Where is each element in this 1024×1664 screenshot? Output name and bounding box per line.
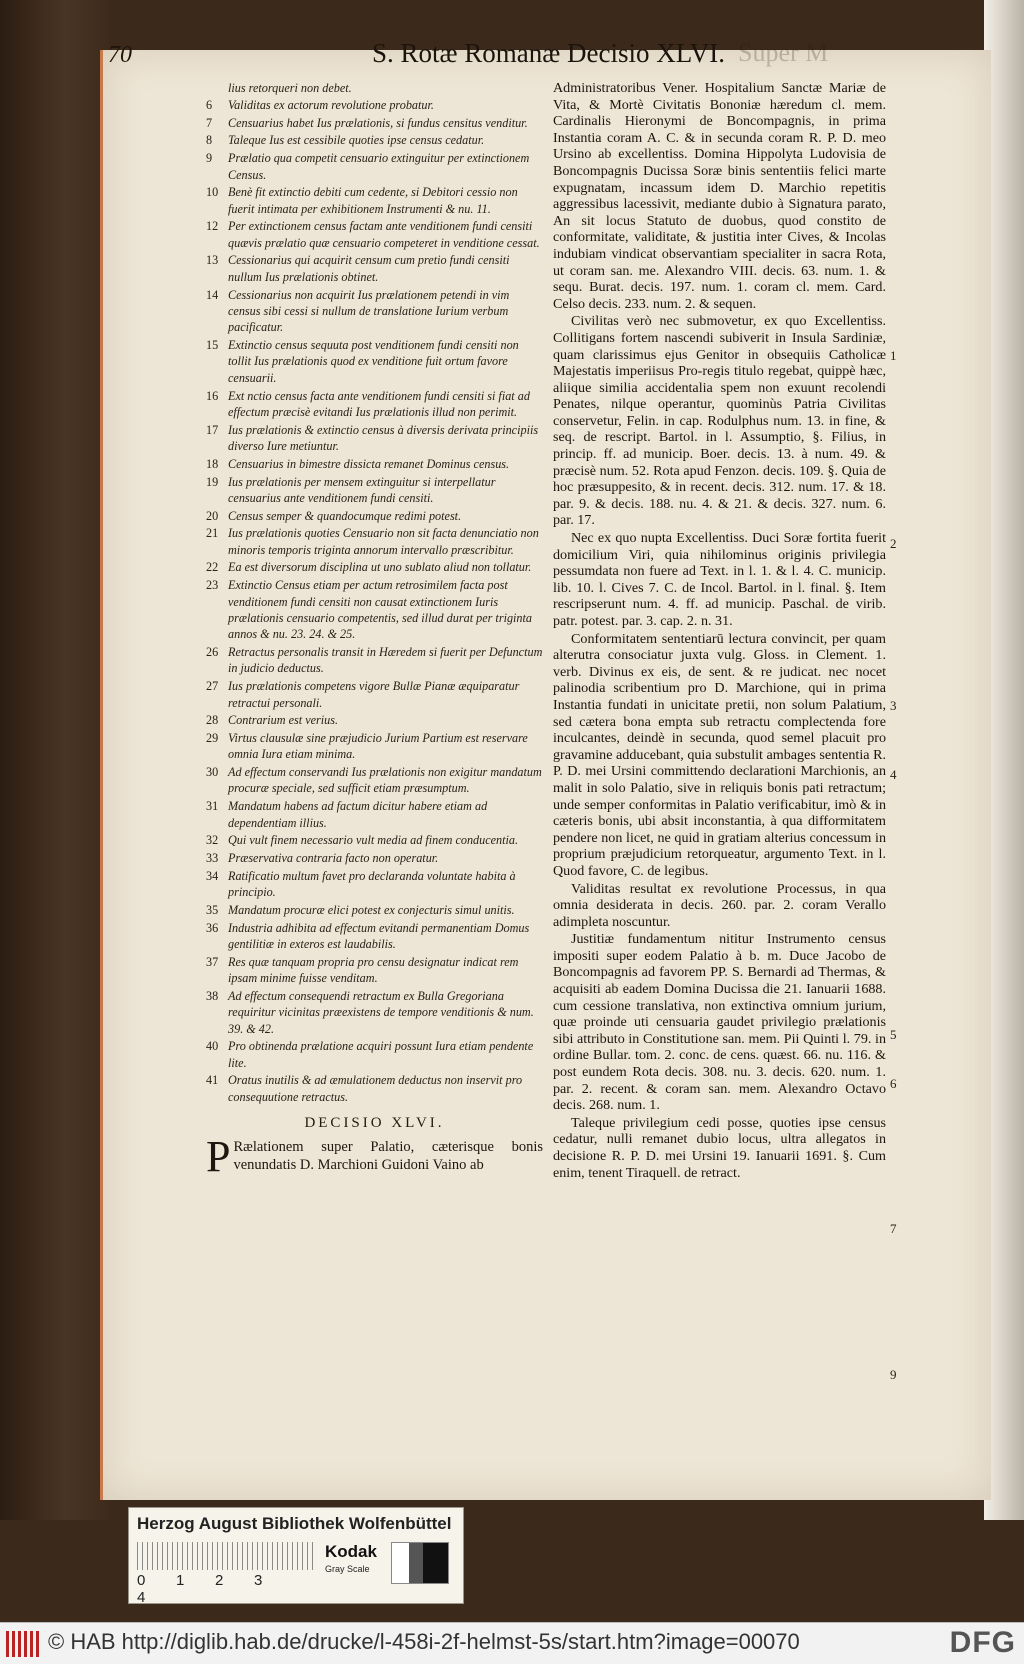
summary-item <box>206 988 543 1037</box>
library-label <box>128 1507 464 1604</box>
scale-number: 2 <box>215 1572 224 1589</box>
summary-item <box>206 678 543 711</box>
margin-number: 3 <box>890 698 897 713</box>
scale-number: 1 <box>176 1572 185 1589</box>
summary-item <box>206 712 543 728</box>
summary-list <box>206 97 543 1105</box>
right-column <box>553 80 886 1182</box>
summary-text: Ratificatio multum favet pro declaranda voluntate habita à principio. <box>228 868 516 900</box>
ruler-scale <box>137 1542 317 1570</box>
running-title: S. Rotæ Romanæ Decisio XLVI. <box>372 38 726 68</box>
summary-number: 8 <box>206 133 213 148</box>
margin-number: 4 <box>890 767 897 782</box>
summary-item <box>206 850 543 866</box>
summary-item <box>206 1072 543 1105</box>
summary-number: 6 <box>206 98 213 112</box>
summary-number: 20 <box>206 508 219 523</box>
gray-swatch <box>391 1542 449 1584</box>
summary-number: 26 <box>206 645 219 660</box>
summary-text: Benè fit extinctio debiti cum cedente, si Debitori cessio non fuerit intimata per exhibitionem Instrumenti & nu. 11. <box>228 185 518 216</box>
opening-paragraph <box>206 1132 543 1182</box>
summary-text: Ad effectum consequendi retractum ex Bulla Gregoriana requiritur vicinitas præexistens de tempore venditionis & num. 39. & 42. <box>228 988 534 1036</box>
summary-item <box>206 1038 543 1071</box>
summary-number: 28 <box>206 713 219 728</box>
margin-number: 1 <box>890 348 897 363</box>
summary-item <box>206 902 543 918</box>
footer-bar <box>0 1622 1024 1664</box>
summary-number: 40 <box>206 1039 219 1054</box>
summary-text: Oratus inutilis & ad æmulationem deductus non inservit pro consequutione retractus. <box>228 1073 523 1104</box>
summary-text: Qui vult finem necessario vult media ad finem conducentia. <box>228 833 519 848</box>
body-paragraph: Conformitatem sententiarū lectura convincit, per quam alterutra consociatur juxta vulg. Gloss. in Clement. 1. verb. Divinus ex eis, de sent. & re judicat. nec nocet palinodia scribentium pro D. Marchione, qui in prima Instantia fundati in unicitate pretii, non solum Palatium, sed cætera bona empta sub retractu complectenda fore inculcantes, deindè in secunda, quod semel placuit pro gravamine adducebant, quia substulit ambages sententia R. P. D. mei Ursini committendo declarationi Marchionis, an malit in solo Palatio, sive in reliquis bonis pati retractum; unde semper conformitas in Palatio verificabitur, imò & in cæteris bonis, ubi absit inconstantia, à qua difformitatem pendere non licet, ne quid in gratiam alterius concessum in proprium præjudicium retorqueatur, argumento Text. in l. Quod favore, C. de legibus. <box>553 630 886 879</box>
summary-text: Ius prælationis competens vigore Bullæ Pianæ æquiparatur retractui personali. <box>228 679 520 710</box>
summary-item <box>206 508 543 524</box>
summary-item <box>206 644 543 677</box>
summary-number: 34 <box>206 868 219 883</box>
summary-item <box>206 422 543 455</box>
margin-number: 9 <box>890 1367 897 1382</box>
summary-number: 10 <box>206 185 219 200</box>
body-paragraph: Administratoribus Vener. Hospitalium Sanctæ Mariæ de Vita, & Mortè Civitatis Bononiæ hæredum cl. mem. Cardinalis Hieronymi de Boncompagnis, in prima Instantia coram A. C. & in secunda coram R. P. D. meo Ursino ab excellentiss. Domina Hippolyta Ludovisia de Boncompagnis Ducissa Soræ binis sententiis felici marte expugnatam, incassum idem D. Marchio repetitis aggressibus lacessivit, mediante dubio à Signatura parato, An sit locus Statuto de duobus, quod constito de conformitate, validitate, & justitia inter Cives, & Incolas indubiam vindicat observantiam specialiter in sacra Rota, ut coram san. me. Alexandro VIII. decis. 63. num. 1. & sequ. Burat. decis. 197. num. 1. coram cl. mem. Card. Celso decis. 233. num. 2. & sequen. <box>553 80 886 312</box>
summary-text: Virtus clausulæ sine præjudicio Jurium Partium est reservare omnia Iura etiam minima. <box>228 730 528 762</box>
summary-text: Validitas ex actorum revolutione probatur. <box>228 98 434 112</box>
summary-item <box>206 184 543 217</box>
summary-text: Præservativa contraria facto non operatur. <box>228 851 439 865</box>
summary-item <box>206 764 543 797</box>
left-column <box>206 80 543 1182</box>
summary-text: Ext nctio census facta ante venditionem fundi censiti si fiat ad effectum præcisè evitandi Ius prælationis illud non perimit. <box>228 388 530 419</box>
summary-text: Extinctio Census etiam per actum retrosimilem facta post venditionem fundi censiti non causat extinctionem Iuris prælationis censuario competentis, sed illud durat per triginta annos & nu. 23. 24. & 25. <box>228 578 533 642</box>
scale-number: 0 <box>137 1572 146 1589</box>
summary-number: 23 <box>206 578 219 593</box>
summary-text: Prælatio qua competit censuario extinguitur per extinctionem Census. <box>228 151 530 182</box>
summary-item <box>206 525 543 558</box>
summary-number: 37 <box>206 954 219 969</box>
summary-item <box>206 559 543 575</box>
summary-number: 29 <box>206 730 219 745</box>
kodak-logo: Kodak <box>325 1542 377 1561</box>
summary-number: 12 <box>206 219 219 234</box>
summary-text: Cessionarius qui acquirit censum cum pretio fundi censiti nullum Ius prælationis obtinet. <box>228 253 510 284</box>
summary-number: 31 <box>206 799 219 814</box>
summary-number: 30 <box>206 765 219 780</box>
summary-text: Extinctio census sequuta post venditionem fundi censiti non tollit Ius prælationis quod ex venditione fuit ortum favore censuarii. <box>228 338 519 385</box>
margin-number: 7 <box>890 1221 897 1236</box>
summary-text: Pro obtinenda prælatione acquiri possunt Iura etiam pendente lite. <box>228 1039 534 1070</box>
summary-number: 22 <box>206 560 219 575</box>
summary-text: Mandatum procuræ elici potest ex conjecturis simul unitis. <box>228 902 515 917</box>
summary-number: 19 <box>206 474 219 489</box>
summary-item <box>206 474 543 507</box>
summary-number: 15 <box>206 338 219 353</box>
library-name: Herzog August Bibliothek Wolfenbüttel <box>137 1514 452 1533</box>
summary-item <box>206 456 543 472</box>
summary-item <box>206 252 543 285</box>
drop-cap: P <box>206 1132 231 1182</box>
summary-number: 35 <box>206 902 219 917</box>
summary-item <box>206 218 543 251</box>
summary-item <box>206 920 543 953</box>
body-paragraph: Justitiæ fundamentum nititur Instrumento census impositi super eodem Palatio à b. m. Duce Jacobo de Boncompagnis ad favorem PP. S. Bernardi ad Thermas, & acquisiti ab eadem Domina Ducissa die 21. Ianuarii 1688. cum cessione translativa, non extinctiva omnium jurium, quæ proinde uti censuaria gaudet privilegio prælationis sibi attributo in Constitutione san. mem. Pii Quinti l. 79. in ordine Bullar. tom. 2. conc. de cens. quæst. 66. nu. 116. & post eundem Rota decis. 308. nu. 3. decis. 620. num. 1. par. 2. recent. & coram san. mem. Alexandro Octavo decis. 268. num. 1. <box>553 931 886 1114</box>
summary-number: 38 <box>206 988 219 1003</box>
page-header <box>108 38 868 78</box>
dfg-logo: DFG <box>949 1626 1016 1659</box>
summary-text: Taleque Ius est cessibile quoties ipse census cedatur. <box>228 133 485 148</box>
body-paragraph: Taleque privilegium cedi posse, quoties ipse census cedatur, nulli remanet dubio locus, ultra allegatos in decisione R. P. D. mei Ursini 19. Ianuarii 1691. §. Cum enim, tenent Tiraquell. de retract. <box>553 1114 886 1181</box>
scan-background-left <box>0 0 110 1520</box>
summary-number: 32 <box>206 833 219 848</box>
body-paragraph: Nec ex quo nupta Excellentiss. Duci Soræ fortita fuerit domicilium Viri, quia nihilominus originis privilegia pessumdata non fuere ad Text. in l. 1. & l. 4. C. municip. lib. 10. l. Cives 7. C. de Incol. Bartol. in l. final. §. Item rescripserunt num. 4. ff. ad municip. Paschal. de virib. patr. potest. par. 3. cap. 2. n. 31. <box>553 530 886 629</box>
summary-text: Ius prælationis per mensem extinguitur si interpellatur censuarius ante venditionem fundi censiti. <box>228 474 496 505</box>
summary-text: Per extinctionem census factam ante venditionem fundi censiti quævis prælatio quæ censuario competeret in venditione cessat. <box>228 219 540 250</box>
summary-continuation: lius retorqueri non debet. <box>228 81 352 95</box>
summary-item <box>206 97 543 113</box>
summary-item <box>206 730 543 763</box>
margin-number: 2 <box>890 536 897 551</box>
margin-number: 5 <box>890 1027 897 1042</box>
summary-item <box>206 287 543 336</box>
summary-text: Res quæ tanquam propria pro censu designatur indicat rem ipsam minime fuisse venditam. <box>228 954 519 986</box>
summary-item <box>206 577 543 643</box>
summary-item <box>206 388 543 421</box>
footer-url[interactable]: © HAB http://diglib.hab.de/drucke/l-458i-2f-helmst-5s/start.htm?image=00070 <box>48 1629 800 1654</box>
summary-number: 36 <box>206 920 219 935</box>
summary-number: 41 <box>206 1073 219 1088</box>
summary-number: 18 <box>206 456 219 471</box>
summary-text: Ius prælationis quoties Censuario non sit facta denunciatio non minoris temporis triginta annorum intervallo præscribitur. <box>228 526 539 557</box>
summary-text: Census semper & quandocumque redimi potest. <box>228 508 462 523</box>
summary-item <box>206 868 543 901</box>
summary-item <box>206 798 543 831</box>
summary-number: 27 <box>206 679 219 694</box>
decisio-title: DECISIO XLVI. <box>304 1115 445 1132</box>
summary-item <box>206 954 543 987</box>
summary-number: 16 <box>206 388 219 403</box>
summary-text: Industria adhibita ad effectum evitandi permanentiam Domus gentilitiæ in exteros est laudabilis. <box>228 920 530 951</box>
opening-text: Rælationem super Palatio, cæterisque bonis venundatis D. Marchioni Guidoni Vaino ab <box>233 1139 543 1174</box>
scale-number: 4 <box>137 1589 146 1606</box>
summary-text: Mandatum habens ad factum dicitur habere etiam ad dependentiam illius. <box>228 799 488 830</box>
summary-text: Cessionarius non acquirit Ius prælationem petendi in vim census sibi cessi si nullum de translatione Iurium verbum pacificatur. <box>228 287 510 335</box>
ruler-numbers <box>137 1572 327 1606</box>
summary-number: 13 <box>206 253 219 268</box>
show-through-text: Super M <box>738 38 829 67</box>
summary-text: Ea est diversorum disciplina ut uno sublato aliud non tollatur. <box>228 560 532 575</box>
summary-number: 9 <box>206 151 213 166</box>
summary-number: 14 <box>206 287 219 302</box>
summary-item <box>206 150 543 183</box>
summary-number: 17 <box>206 422 219 437</box>
summary-number: 33 <box>206 851 219 865</box>
summary-number: 7 <box>206 115 213 130</box>
margin-number: 6 <box>890 1076 897 1091</box>
body-paragraph: Civilitas verò nec submovetur, ex quo Excellentiss. Collitigans fortem nascendi subiverit in Insula Sardiniæ, quam clarissimus ejus Genitor in obsequiis Catholicæ Majestatis imperiisus Pro-regis titulo regebat, quippè hæc, aliique similia accidentalia spem non exuunt recolendi Penates, nilque operantur, quominùs Patria Civilitas conservetur, Felin. in cap. Rodulphus num. 13. in fine, & seq. de rescript. Bartol. in l. Assumptio, §. Filius, in princip. ff. ad municip. Boer. decis. 13. à num. 49. & præcisè num. 52. Rota apud Fenzon. decis. 109. §. Quia de hoc præsuppesito, & in recent. decis. 312. num. 17. & 18. par. 9. & decis. 188. nu. 4. & 21. & decis. 327. num. 6. par. 17. <box>553 313 886 529</box>
summary-item <box>206 132 543 148</box>
summary-number: 21 <box>206 526 219 541</box>
body-paragraph: Validitas resultat ex revolutione Processus, in qua omnia desiderata in decis. 260. par. 2. coram Verallo adimpleta noscuntur. <box>553 880 886 930</box>
hab-logo-icon <box>6 1631 42 1657</box>
page-number: 70 <box>108 42 132 68</box>
summary-text: Contrarium est verius. <box>228 713 339 728</box>
summary-text: Retractus personalis transit in Hæredem si fuerit per Defunctum in judicio deductus. <box>228 645 543 676</box>
summary-text: Censuarius in bimestre dissicta remanet Dominus census. <box>228 456 510 471</box>
summary-item <box>206 832 543 848</box>
summary-item <box>206 115 543 131</box>
grayscale-label: Gray Scale <box>325 1564 370 1574</box>
summary-text: Ius prælationis & extinctio census à diversis derivata principiis diverso Iure metiuntur. <box>228 422 539 454</box>
summary-text: Censuarius habet Ius prælationis, si fundus censitus venditur. <box>228 115 528 130</box>
summary-text: Ad effectum conservandi Ius prælationis non exigitur mandatum procuræ speciale, sed sufficit etiam præsumptum. <box>228 765 542 796</box>
summary-item <box>206 337 543 386</box>
scale-number: 3 <box>254 1572 263 1589</box>
